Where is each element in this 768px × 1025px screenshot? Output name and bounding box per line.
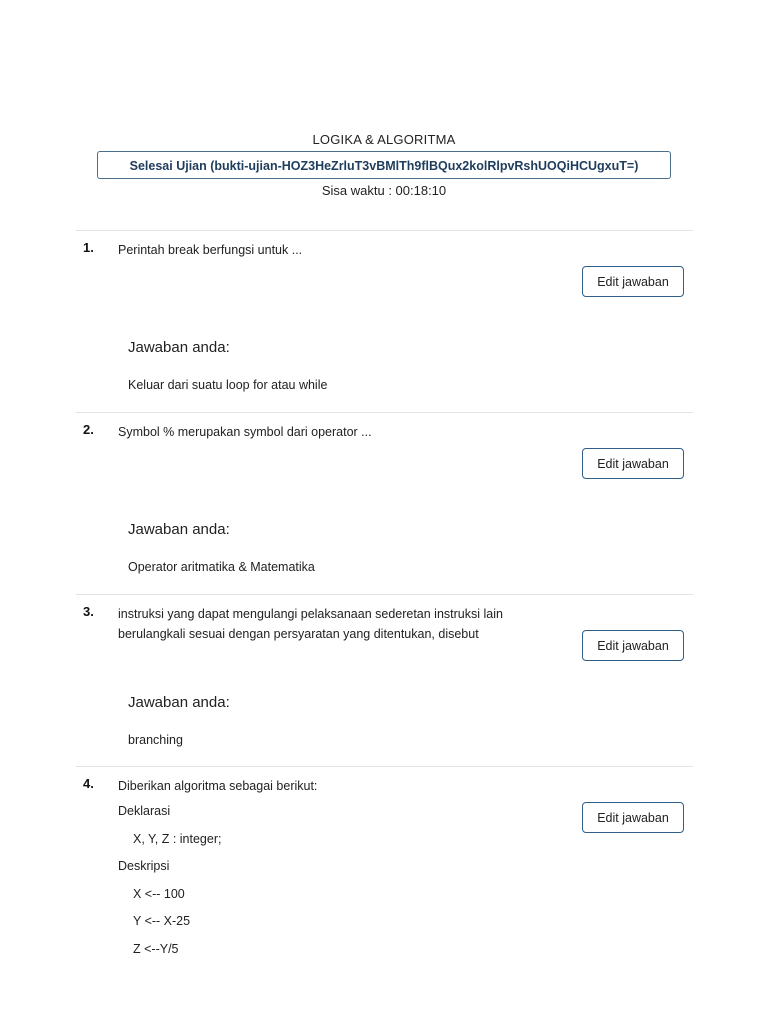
algorithm-code: [118, 798, 221, 963]
question-text: [118, 240, 558, 260]
question-4: [76, 766, 693, 1025]
question-text: [118, 604, 558, 644]
code-line-assign-x: X <-- 100: [133, 886, 185, 901]
edit-answer-button[interactable]: Edit jawaban: [582, 630, 684, 661]
code-line-deskripsi: Deskripsi: [118, 859, 170, 873]
edit-answer-button[interactable]: Edit jawaban: [582, 266, 684, 297]
edit-answer-button[interactable]: Edit jawaban: [582, 802, 684, 833]
code-line-assign-y: Y <-- X-25: [133, 914, 191, 928]
answer-value: branching: [128, 733, 183, 747]
question-2: [76, 412, 693, 594]
code-line-variables: X, Y, Z : integer;: [133, 831, 222, 846]
question-3: [76, 594, 693, 767]
exam-header: [0, 131, 768, 200]
question-text-line: berulangkali sesuai dengan persyaratan yang ditentukan, disebut: [118, 627, 479, 641]
answer-value: Operator aritmatika & Matematika: [128, 560, 315, 574]
answer-label: Jawaban anda:: [128, 521, 230, 538]
answer-value: Keluar dari suatu loop for atau while: [128, 378, 328, 392]
answer-label: Jawaban anda:: [128, 694, 230, 711]
answer-label: Jawaban anda:: [128, 339, 230, 356]
question-number: 4.: [83, 776, 94, 791]
finish-exam-button[interactable]: Selesai Ujian (bukti-ujian-HOZ3HeZrluT3vBMlTh9flBQux2kolRlpvRshUOQiHCUgxuT=): [97, 151, 671, 179]
question-number: 1.: [83, 240, 94, 255]
question-1: [76, 230, 693, 412]
question-number: 2.: [83, 422, 94, 437]
question-number: 3.: [83, 604, 94, 619]
code-line-deklarasi: Deklarasi: [118, 804, 171, 818]
question-text-line: Diberikan algoritma sebagai berikut:: [118, 779, 318, 793]
question-text: [118, 422, 558, 442]
question-text: [118, 776, 558, 796]
edit-answer-button[interactable]: Edit jawaban: [582, 448, 684, 479]
code-line-assign-z: Z <--Y/5: [133, 941, 179, 956]
question-text-line: Perintah break berfungsi untuk ...: [118, 243, 303, 257]
exam-title: LOGIKA & ALGORITMA: [312, 132, 456, 147]
question-text-line: instruksi yang dapat mengulangi pelaksanaan sederetan instruksi lain: [118, 607, 503, 621]
remaining-time: Sisa waktu : 00:18:10: [321, 183, 447, 198]
question-text-line: Symbol % merupakan symbol dari operator ...: [118, 425, 372, 439]
